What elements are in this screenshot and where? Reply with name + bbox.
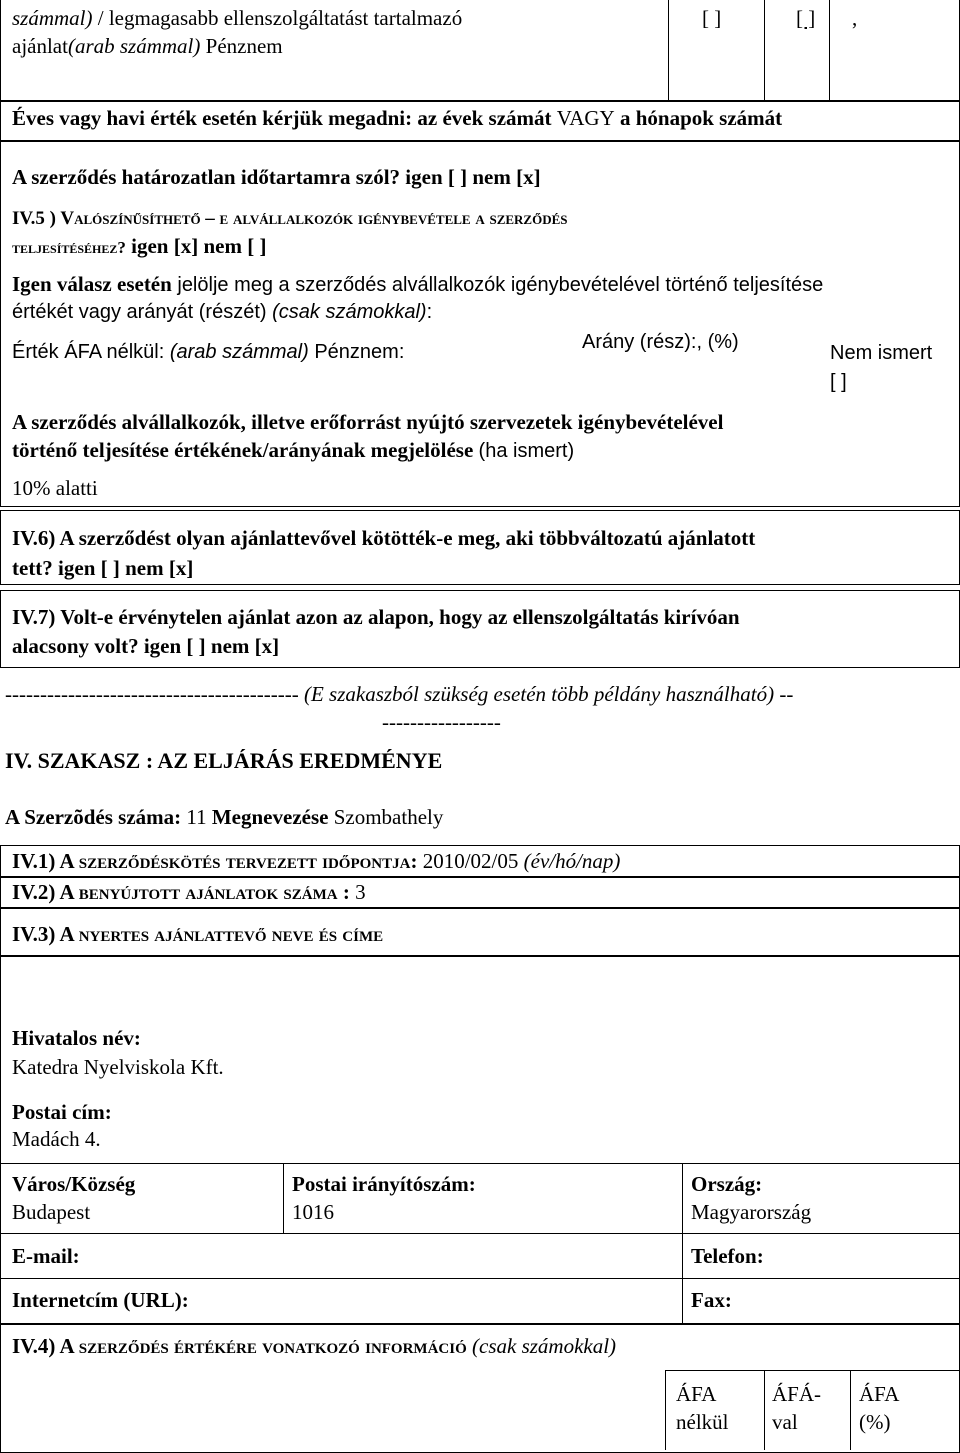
iv5-heading-2b: igen [x] nem [ ] bbox=[125, 234, 267, 258]
iv4-table-top bbox=[665, 1370, 960, 1371]
annual-text-2: a hónapok számát bbox=[614, 106, 783, 130]
top-col-divider-1 bbox=[668, 0, 669, 101]
top-line2-italic: (arab számmal) bbox=[67, 34, 201, 58]
sub-line2a: történő teljesítése értékének/arányának megjelölése bbox=[12, 438, 479, 462]
city-value: Budapest bbox=[12, 1200, 91, 1224]
iv4-col-divider-2 bbox=[850, 1370, 851, 1450]
address-row-top bbox=[0, 1163, 960, 1164]
iv4-col3-line1: ÁFA bbox=[859, 1382, 900, 1406]
contract-no-value: 11 bbox=[186, 805, 207, 829]
value-label-a: Érték ÁFA nélkül: bbox=[12, 341, 170, 363]
official-name-value: Katedra Nyelviskola Kft. bbox=[12, 1055, 224, 1079]
iv5-heading-1: IV.5 ) Valószínűsíthető – e alvállalkozók igénybevétele a szerződés bbox=[12, 208, 568, 229]
top-line2-end: Pénznem bbox=[200, 34, 283, 58]
below-10-percent: 10% alatti bbox=[12, 476, 98, 500]
iv5-heading-line2 bbox=[12, 234, 266, 260]
top-col2-checkbox: [ ] bbox=[702, 6, 722, 30]
top-line-1 bbox=[12, 6, 462, 31]
iv1-value: 2010/02/05 bbox=[417, 849, 524, 873]
fax-label: Fax: bbox=[691, 1288, 732, 1312]
zip-value: 1016 bbox=[292, 1200, 334, 1224]
separator-line-1 bbox=[5, 682, 793, 707]
yes-line2a: értékét vagy arányát (részét) bbox=[12, 301, 273, 323]
iv4-col3-line2: (%) bbox=[859, 1410, 891, 1434]
iv5-heading-2a: teljesítéséhez? bbox=[12, 238, 126, 257]
top-col-divider-3 bbox=[829, 0, 830, 101]
iv4-col-divider-1 bbox=[764, 1370, 765, 1450]
country-label: Ország: bbox=[691, 1172, 763, 1196]
subcontractor-line-2 bbox=[12, 438, 574, 463]
ratio-label: Arány (rész):, (%) bbox=[582, 331, 739, 353]
address-row-lower bbox=[0, 1278, 960, 1279]
separator-dashes-1: ------------------------------------------ bbox=[5, 682, 304, 706]
top-col-divider-2 bbox=[764, 0, 765, 101]
section-title: IV. SZAKASZ : AZ ELJÁRÁS EREDMÉNYE bbox=[5, 748, 443, 773]
country-value: Magyarország bbox=[691, 1200, 812, 1224]
separator-dashes-2: -- bbox=[774, 682, 794, 706]
zip-label: Postai irányítószám: bbox=[292, 1172, 476, 1196]
iv4-col1-line2: nélkül bbox=[676, 1410, 729, 1434]
iv4-line bbox=[12, 1334, 616, 1359]
postal-address-value: Madách 4. bbox=[12, 1127, 101, 1151]
address-col-divider-2 bbox=[682, 1163, 683, 1325]
top-line1-rest: / legmagasabb ellenszolgáltatást tartalmazó bbox=[92, 6, 463, 30]
top-line2-start: ajánlat bbox=[12, 34, 68, 58]
yes-rest: jelölje meg a szerződés alvállalkozók igénybevételével történő teljesítése bbox=[171, 274, 824, 296]
top-line-2 bbox=[12, 34, 283, 59]
value-label bbox=[12, 340, 404, 364]
iv4-label-italic: (csak számokkal) bbox=[472, 1334, 617, 1358]
value-label-b: (arab számmal) bbox=[169, 341, 309, 363]
iv7-line-1: IV.7) Volt-e érvénytelen ajánlat azon az alapon, hogy az ellenszolgáltatás kirívóan bbox=[12, 605, 740, 629]
iv1-line bbox=[12, 849, 620, 874]
iv4-label: IV.4) A szerződés értékére vonatkozó információ bbox=[12, 1334, 473, 1358]
top-line1-italic: számmal) bbox=[12, 6, 93, 30]
address-col-divider-1 bbox=[283, 1163, 284, 1233]
annual-text-1: Éves vagy havi érték esetén kérjük megadni: az évek számát bbox=[12, 106, 557, 130]
iv4-col1-line1: ÁFA bbox=[676, 1382, 717, 1406]
yes-line2c: : bbox=[426, 301, 433, 323]
top-col3-checkbox: [ ] bbox=[796, 6, 816, 30]
winner-address-box bbox=[0, 955, 960, 1325]
contract-no-label: A Szerzõdés száma: bbox=[5, 805, 187, 829]
iv3-label: IV.3) A nyertes ajánlattevő neve és címe bbox=[12, 922, 384, 946]
iv4-col2-line2: val bbox=[772, 1410, 798, 1434]
separator-italic: (E szakaszból szükség esetén több példány használható) bbox=[303, 682, 775, 706]
postal-address-label: Postai cím: bbox=[12, 1100, 112, 1124]
iv2-line bbox=[12, 880, 366, 905]
address-row-mid bbox=[0, 1233, 960, 1234]
top-col4-comma: , bbox=[852, 6, 858, 30]
subcontractor-line-1: A szerződés alvállalkozók, illetve erőforrást nyújtó szervezetek igénybevételével bbox=[12, 410, 724, 434]
official-name-label: Hivatalos név: bbox=[12, 1026, 141, 1050]
yes-line-1 bbox=[12, 272, 823, 297]
iv4-col2-line1: ÁFÁ- bbox=[772, 1382, 822, 1406]
unknown-label: Nem ismert bbox=[830, 342, 933, 364]
separator-line-2: ----------------- bbox=[382, 710, 501, 734]
iv4-col-divider-0 bbox=[665, 1370, 666, 1450]
iv7-line-2: alacsony volt? igen [ ] nem [x] bbox=[12, 634, 280, 658]
contract-number-line bbox=[5, 805, 443, 830]
annual-text bbox=[12, 106, 782, 131]
yes-line2b: (csak számokkal) bbox=[272, 301, 427, 323]
sub-line2b: (ha ismert) bbox=[478, 440, 575, 462]
yes-line-2 bbox=[12, 300, 432, 324]
iv2-label: IV.2) A benyújtott ajánlatok száma : bbox=[12, 880, 356, 904]
value-label-c: Pénznem: bbox=[308, 341, 405, 363]
url-label: Internetcím (URL): bbox=[12, 1288, 189, 1312]
yes-bold: Igen válasz esetén bbox=[12, 272, 172, 296]
iv1-label: IV.1) A szerződéskötés tervezett időpontja: bbox=[12, 849, 418, 873]
indefinite-question: A szerződés határozatlan időtartamra szól? igen [ ] nem [x] bbox=[12, 165, 541, 189]
iv5-heading-line1 bbox=[12, 208, 568, 231]
annual-vagy: VAGY bbox=[556, 106, 615, 130]
contract-name-value: Szombathely bbox=[333, 805, 444, 829]
phone-label: Telefon: bbox=[691, 1244, 764, 1268]
iv6-line-1: IV.6) A szerződést olyan ajánlattevővel kötötték-e meg, aki többváltozatú ajánlatott bbox=[12, 526, 756, 550]
iv1-unit: (év/hó/nap) bbox=[523, 849, 621, 873]
iv2-value: 3 bbox=[355, 880, 366, 904]
city-label: Város/Község bbox=[12, 1172, 136, 1196]
email-label: E-mail: bbox=[12, 1244, 80, 1268]
iv6-line-2: tett? igen [ ] nem [x] bbox=[12, 556, 194, 580]
contract-name-label: Megnevezése bbox=[206, 805, 334, 829]
unknown-checkbox: [ ] bbox=[830, 371, 847, 393]
